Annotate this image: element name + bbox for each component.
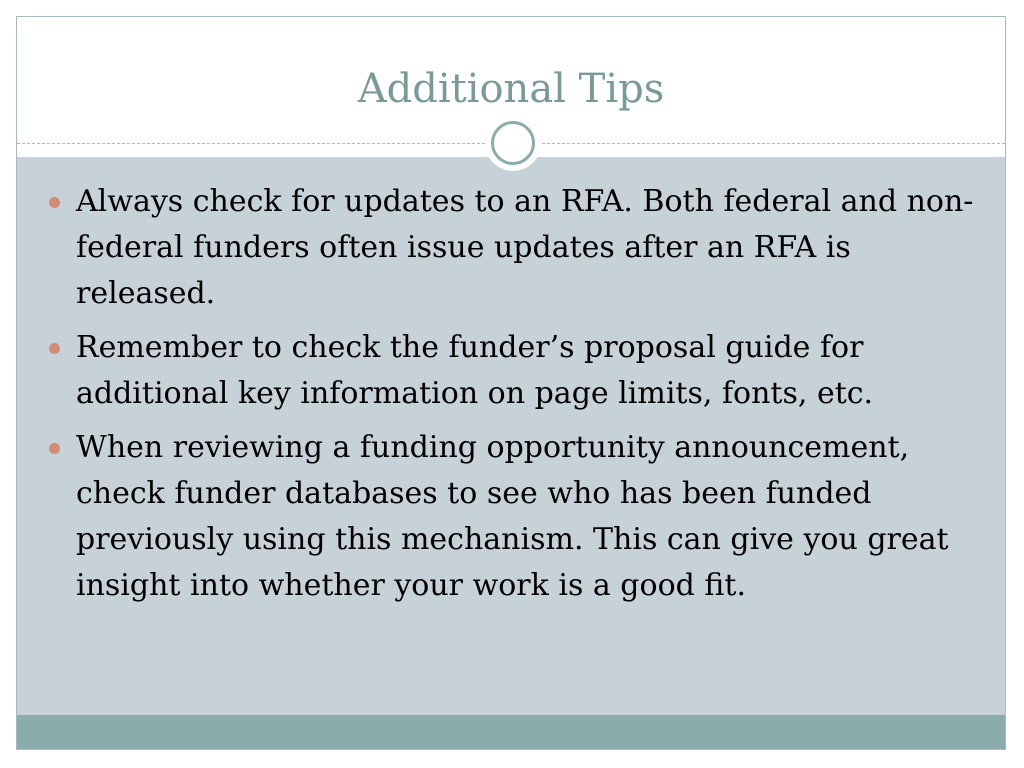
slide-title: Additional Tips — [357, 66, 665, 112]
bullet-text: When reviewing a funding opportunity announcement, check funder databases to see who has been funded previously using this mechanism. This can give you great insight into whether your work is a good fit. — [76, 430, 949, 603]
bullet-dot-icon — [49, 443, 60, 454]
bullet-dot-icon — [49, 343, 60, 354]
bullet-text: Always check for updates to an RFA. Both federal and non-federal funders often issue updates after an RFA is released. — [76, 184, 974, 311]
bullet-item — [45, 425, 980, 609]
bullet-list — [45, 179, 980, 617]
footer-bar — [17, 715, 1005, 750]
slide — [16, 16, 1006, 750]
bullet-item — [45, 179, 980, 317]
bullet-text: Remember to check the funder’s proposal guide for additional key information on page limits, fonts, etc. — [76, 330, 874, 411]
bullet-dot-icon — [49, 197, 60, 208]
bullet-item — [45, 325, 980, 417]
circle-ring-icon — [491, 121, 535, 165]
